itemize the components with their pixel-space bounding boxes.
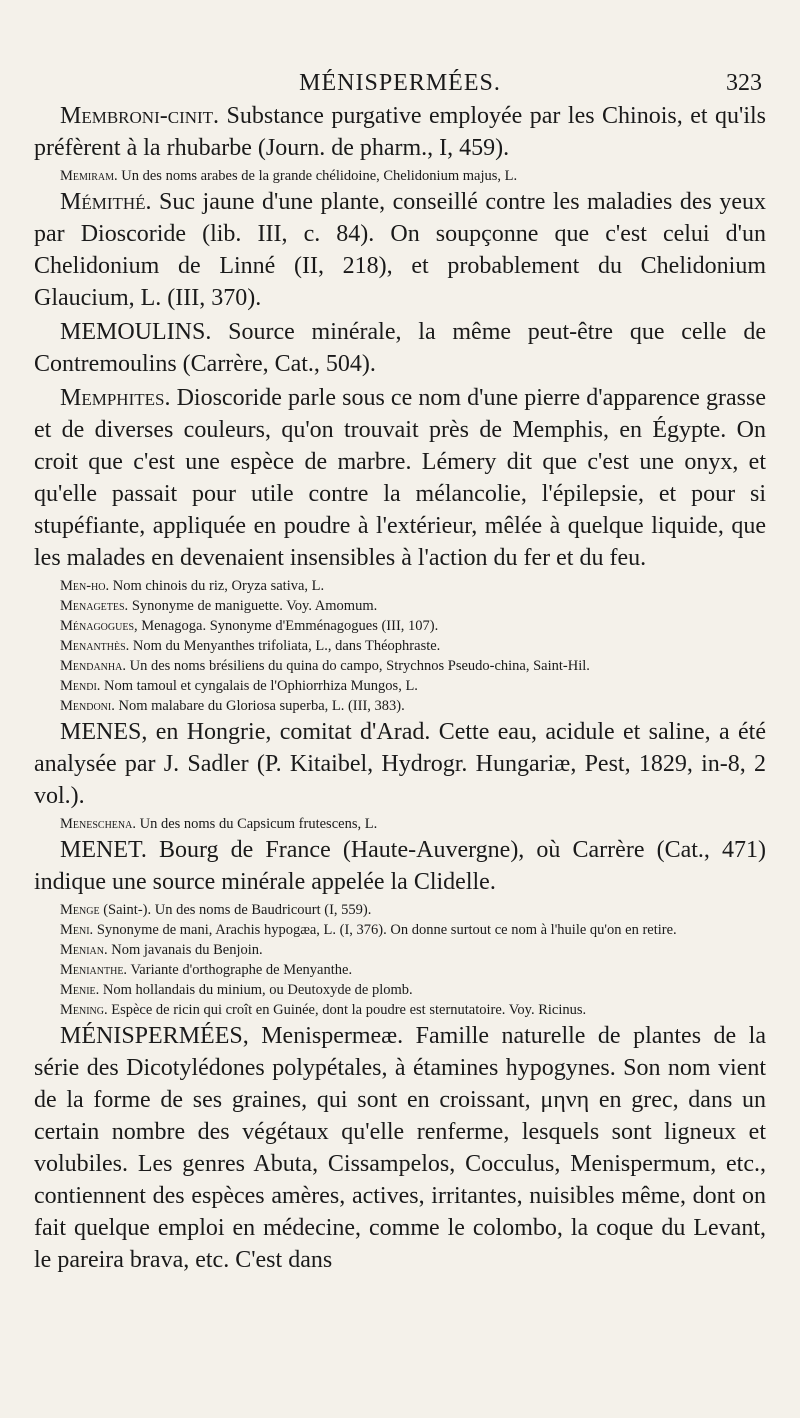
entry-text: Dioscoride parle sous ce nom d'une pierre d'apparence grasse et de diverses couleurs, qu'on trouvait près de Memphis, en Égypte. On croit que c'est une espèce de marbre. Lémery dit que c'est une onyx, et qu'elle passait pour utile contre la mélancolie, l'épilepsie, et pour si stupéfiante, appliquée en poudre à l'extérieur, mêlée à quelque liquide, que les malades en devenaient insensibles à l'action du fer et du feu. (34, 385, 766, 571)
minor-entry (34, 1000, 766, 1020)
entry-text: Variante d'orthographe de Menyanthe. (130, 962, 353, 978)
entry-term: MÉNISPERMÉES, (60, 1023, 249, 1049)
entry-term: MENES, (60, 719, 148, 745)
main-entry (34, 316, 766, 380)
entry-term: Memphites. (60, 385, 171, 411)
entry-term: Menge (60, 902, 100, 918)
entry-text: Un des noms du Capsicum frutescens, L. (139, 816, 378, 832)
minor-entry (34, 900, 766, 920)
entry-term: Meni. (60, 922, 94, 938)
entry-term: MEMOULINS. (60, 319, 212, 345)
entry-term: Meneschena. (60, 816, 136, 832)
minor-entry (34, 980, 766, 1000)
entries-list (34, 100, 766, 1276)
entry-term: Menie. (60, 982, 100, 998)
entry-term: Menanthès. (60, 638, 130, 654)
entry-text: Bourg de France (Haute-Auvergne), où Carrère (Cat., 471) indique une source minérale appelée la Clidelle. (34, 837, 766, 895)
entry-term: Mendoni. (60, 698, 115, 714)
entry-text: Synonyme de maniguette. Voy. Amomum. (131, 598, 378, 614)
entry-term: MENET. (60, 837, 147, 863)
entry-term: Mémithé. (60, 189, 152, 215)
entry-text: Un des noms brésiliens du quina do campo, Strychnos Pseudo-china, Saint-Hil. (129, 658, 590, 674)
main-entry (34, 100, 766, 164)
minor-entry (34, 616, 766, 636)
entry-text: Nom hollandais du minium, ou Deutoxyde de plomb. (102, 982, 413, 998)
entry-term: Mendi. (60, 678, 101, 694)
entry-text: Substance purgative employée par les Chinois, et qu'ils préfèrent à la rhubarbe (Journ. de pharm., I, 459). (34, 103, 766, 161)
minor-entry (34, 696, 766, 716)
entry-term: Men-ho. (60, 578, 110, 594)
main-entry (34, 834, 766, 898)
entry-text: Un des noms arabes de la grande chélidoine, Chelidonium majus, L. (121, 168, 518, 184)
minor-entry (34, 576, 766, 596)
running-title: MÉNISPERMÉES. (299, 70, 501, 96)
entry-text: Espèce de ricin qui croît en Guinée, dont la poudre est sternutatoire. Voy. Ricinus. (111, 1002, 587, 1018)
entry-text: Nom chinois du riz, Oryza sativa, L. (112, 578, 325, 594)
entry-term: Membroni-cinit. (60, 103, 220, 129)
entry-term: Menagetes. (60, 598, 129, 614)
entry-text: Source minérale, la même peut-être que celle de Contremoulins (Carrère, Cat., 504). (34, 319, 766, 377)
entry-text: Nom javanais du Benjoin. (111, 942, 263, 958)
entry-term: Memiram. (60, 168, 118, 184)
entry-term: Ménagogues, (60, 618, 138, 634)
entry-text: Menagoga. Synonyme d'Emménagogues (III, 107). (141, 618, 439, 634)
entry-term: Menian. (60, 942, 108, 958)
entry-text: Nom du Menyanthes trifoliata, L., dans Théophraste. (132, 638, 441, 654)
entry-text: Synonyme de mani, Arachis hypogæa, L. (I, 376). On donne surtout ce nom à l'huile qu'on en retire. (96, 922, 677, 938)
entry-text: Suc jaune d'une plante, conseillé contre les maladies des yeux par Dioscoride (lib. III, c. 84). On soupçonne que c'est celui d'un Chelidonium de Linné (II, 218), et probablement du Chelidonium Glaucium, L. (III, 370). (34, 189, 766, 311)
minor-entry (34, 166, 766, 186)
main-entry (34, 382, 766, 574)
minor-entry (34, 814, 766, 834)
entry-text: Menispermeæ. Famille naturelle de plantes de la série des Dicotylédones polypétales, à étamines hypogynes. Son nom vient de la forme de ses graines, qui sont en croissant, μηνη en grec, dans un certain nombre des végétaux qu'elle renferme, lesquels sont ligneux et volubiles. Les genres Abuta, Cissampelos, Cocculus, Menispermum, etc., contiennent des espèces amères, actives, irritantes, nuisibles même, dont on fait quelque emploi en médecine, comme le colombo, la coque du Levant, le pareira brava, etc. C'est dans (34, 1023, 767, 1273)
minor-entry (34, 676, 766, 696)
entry-term: Mendanha. (60, 658, 126, 674)
page-header (34, 60, 766, 100)
minor-entry (34, 920, 766, 940)
entry-text: en Hongrie, comitat d'Arad. Cette eau, acidule et saline, a été analysée par J. Sadler (P. Kitaibel, Hydrogr. Hungariæ, Pest, 1829, in-8, 2 vol.). (34, 719, 767, 809)
minor-entry (34, 960, 766, 980)
minor-entry (34, 656, 766, 676)
main-entry (34, 716, 766, 812)
main-entry (34, 1020, 766, 1276)
entry-term: Mening. (60, 1002, 108, 1018)
entry-term: Menianthe. (60, 962, 128, 978)
minor-entry (34, 636, 766, 656)
entry-text: Nom malabare du Gloriosa superba, L. (III, 383). (118, 698, 405, 714)
main-entry (34, 186, 766, 314)
minor-entry (34, 940, 766, 960)
entry-text: (Saint-). Un des noms de Baudricourt (I, 559). (103, 902, 372, 918)
page-number: 323 (726, 70, 762, 96)
entry-text: Nom tamoul et cyngalais de l'Ophiorrhiza Mungos, L. (104, 678, 418, 694)
minor-entry (34, 596, 766, 616)
